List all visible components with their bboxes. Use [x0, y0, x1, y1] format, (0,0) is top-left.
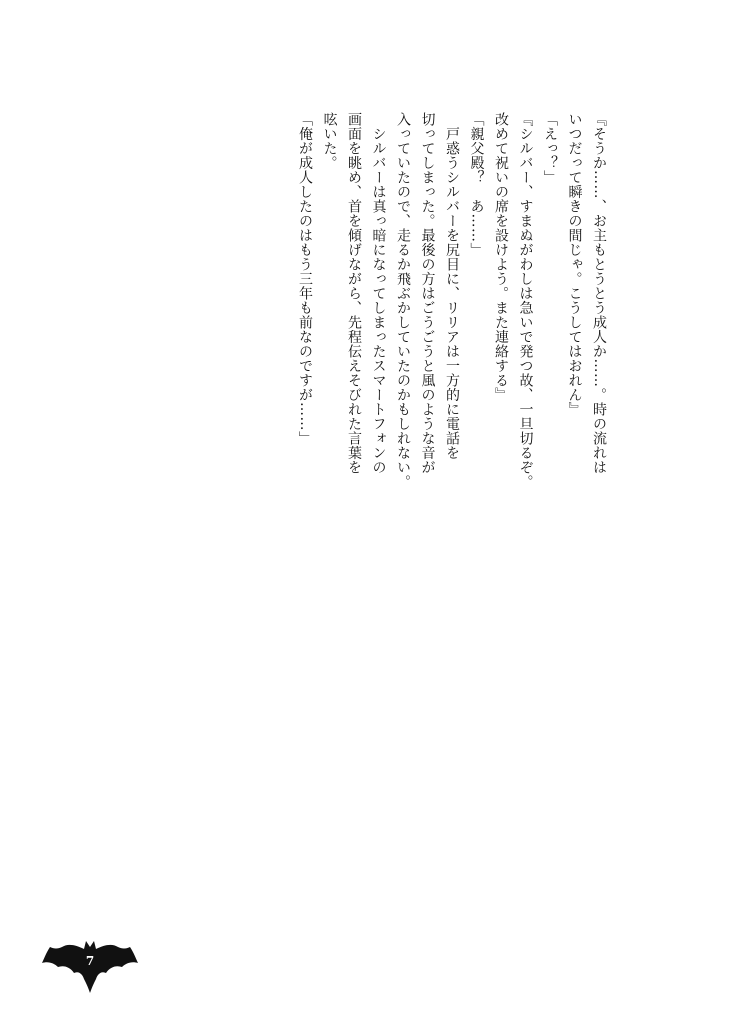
- text-line: 「俺が成人したのはもう三年も前なのですが……」: [297, 112, 313, 446]
- text-line: いつだって瞬きの間じゃ。こうしてはおれん』: [566, 112, 583, 417]
- text-line: 改めて祝いの席を設けよう。また連絡する』: [493, 112, 509, 402]
- text-line: 「親父殿？ あ……」: [468, 112, 485, 257]
- text-line: 呟いた。: [321, 112, 338, 170]
- text-line: 切ってしまった。最後の方はごうごうと風のような音が: [419, 112, 436, 475]
- page-number: 7: [85, 954, 95, 968]
- text-line: 「えっ？」: [542, 112, 558, 185]
- text-line: 戸惑うシルバーを尻目に、リリアは一方的に電話を: [444, 112, 460, 460]
- text-line: 入っていたので、走るか飛ぶかしていたのかもしれない。: [395, 112, 411, 489]
- text-line: 『シルバー、すまぬがわしは急いで発つ故、一旦切るぞ。: [517, 112, 534, 489]
- novel-text: [293, 112, 612, 512]
- text-line: 『そうか……、お主もとうとう成人か……。時の流れは: [591, 112, 607, 475]
- text-line: シルバーは真っ暗になってしまったスマートフォンの: [370, 112, 387, 475]
- page-number-emblem: [40, 935, 140, 995]
- text-line: 画面を眺め、首を傾げながら、先程伝えそびれた言葉を: [346, 112, 362, 475]
